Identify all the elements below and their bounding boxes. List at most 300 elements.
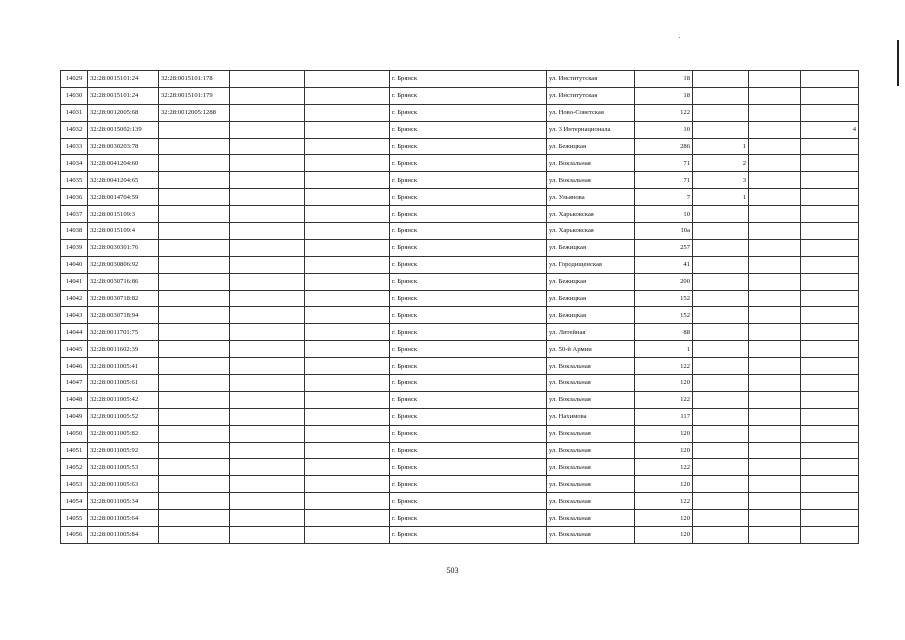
extra-cell — [749, 341, 801, 358]
extra-cell-right — [801, 341, 859, 358]
row-number: 14049 — [61, 408, 88, 425]
house-number-cell: 122 — [635, 459, 693, 476]
empty-cell — [305, 155, 390, 172]
empty-cell — [230, 442, 305, 459]
cadastral-number: 32:28:0011005:42 — [88, 391, 159, 408]
extra-cell-right — [801, 425, 859, 442]
empty-cell — [305, 442, 390, 459]
cadastral-number: 32:28:0015002:139 — [88, 121, 159, 138]
empty-cell — [305, 375, 390, 392]
extra-cell — [749, 510, 801, 527]
row-number: 14041 — [61, 273, 88, 290]
cadastral-number-2 — [159, 493, 230, 510]
city-cell: г. Брянск — [390, 391, 547, 408]
empty-cell — [230, 290, 305, 307]
table-row — [61, 459, 859, 476]
city-cell: г. Брянск — [390, 425, 547, 442]
row-number: 14050 — [61, 425, 88, 442]
row-number: 14048 — [61, 391, 88, 408]
extra-cell-right — [801, 206, 859, 223]
cadastral-number: 32:28:0011005:64 — [88, 510, 159, 527]
empty-cell — [305, 290, 390, 307]
extra-cell-right — [801, 442, 859, 459]
empty-cell — [305, 121, 390, 138]
extra-cell-right — [801, 87, 859, 104]
street-cell: ул. Вокзальная — [547, 476, 635, 493]
count-cell — [693, 510, 749, 527]
count-cell: 1 — [693, 189, 749, 206]
table-row — [61, 172, 859, 189]
table-row — [61, 425, 859, 442]
city-cell: г. Брянск — [390, 256, 547, 273]
extra-cell — [749, 408, 801, 425]
street-cell: ул. Вокзальная — [547, 493, 635, 510]
row-number: 14043 — [61, 307, 88, 324]
city-cell: г. Брянск — [390, 307, 547, 324]
street-cell: ул. Харьковская — [547, 223, 635, 240]
table-row — [61, 510, 859, 527]
cadastral-number: 32:28:0011005:61 — [88, 375, 159, 392]
table-row — [61, 121, 859, 138]
house-number-cell: 122 — [635, 391, 693, 408]
empty-cell — [305, 510, 390, 527]
house-number-cell: 71 — [635, 172, 693, 189]
street-cell: ул. Ново-Советская — [547, 104, 635, 121]
street-cell: ул. Вокзальная — [547, 510, 635, 527]
street-cell: ул. Вокзальная — [547, 442, 635, 459]
cadastral-number-2 — [159, 223, 230, 240]
table-row — [61, 189, 859, 206]
table-row — [61, 358, 859, 375]
empty-cell — [305, 71, 390, 88]
cadastral-number-2 — [159, 527, 230, 544]
cadastral-number-2 — [159, 459, 230, 476]
count-cell — [693, 459, 749, 476]
count-cell — [693, 307, 749, 324]
count-cell — [693, 425, 749, 442]
count-cell: 3 — [693, 172, 749, 189]
cadastral-number-2 — [159, 391, 230, 408]
row-number: 14030 — [61, 87, 88, 104]
row-number: 14053 — [61, 476, 88, 493]
count-cell — [693, 256, 749, 273]
empty-cell — [305, 493, 390, 510]
cadastral-number-2 — [159, 256, 230, 273]
city-cell: г. Брянск — [390, 324, 547, 341]
count-cell — [693, 104, 749, 121]
cadastral-number-2 — [159, 189, 230, 206]
extra-cell — [749, 527, 801, 544]
extra-cell-right — [801, 155, 859, 172]
street-cell: ул. Городищенская — [547, 256, 635, 273]
extra-cell — [749, 358, 801, 375]
house-number-cell: 152 — [635, 290, 693, 307]
cadastral-number: 32:28:0030716:86 — [88, 273, 159, 290]
table-row — [61, 476, 859, 493]
city-cell: г. Брянск — [390, 104, 547, 121]
row-number: 14051 — [61, 442, 88, 459]
row-number: 14034 — [61, 155, 88, 172]
extra-cell — [749, 273, 801, 290]
cadastral-number: 32:28:0015109:3 — [88, 206, 159, 223]
house-number-cell: 120 — [635, 510, 693, 527]
extra-cell — [749, 87, 801, 104]
extra-cell-right — [801, 459, 859, 476]
row-number: 14056 — [61, 527, 88, 544]
house-number-cell: 120 — [635, 476, 693, 493]
count-cell — [693, 408, 749, 425]
empty-cell — [230, 510, 305, 527]
extra-cell-right: 4 — [801, 121, 859, 138]
street-cell: ул. Вокзальная — [547, 391, 635, 408]
empty-cell — [305, 104, 390, 121]
cadastral-number: 32:28:0014704:59 — [88, 189, 159, 206]
cadastral-number-2 — [159, 476, 230, 493]
street-cell: ул. Вокзальная — [547, 358, 635, 375]
house-number-cell: 41 — [635, 256, 693, 273]
empty-cell — [230, 425, 305, 442]
empty-cell — [230, 476, 305, 493]
extra-cell-right — [801, 391, 859, 408]
empty-cell — [230, 527, 305, 544]
count-cell — [693, 358, 749, 375]
street-cell: ул. Вокзальная — [547, 172, 635, 189]
extra-cell — [749, 442, 801, 459]
table-row — [61, 239, 859, 256]
empty-cell — [305, 138, 390, 155]
street-cell: ул. Бежицкая — [547, 138, 635, 155]
city-cell: г. Брянск — [390, 189, 547, 206]
cadastral-number: 32:28:0011701:75 — [88, 324, 159, 341]
house-number-cell: 120 — [635, 375, 693, 392]
street-cell: ул. Харьковская — [547, 206, 635, 223]
table-row — [61, 307, 859, 324]
street-cell: ул. Вокзальная — [547, 527, 635, 544]
empty-cell — [230, 324, 305, 341]
empty-cell — [305, 87, 390, 104]
extra-cell-right — [801, 324, 859, 341]
table-row — [61, 408, 859, 425]
extra-cell — [749, 324, 801, 341]
row-number: 14039 — [61, 239, 88, 256]
cadastral-number-2 — [159, 138, 230, 155]
count-cell — [693, 391, 749, 408]
empty-cell — [305, 341, 390, 358]
cadastral-number-2 — [159, 273, 230, 290]
extra-cell — [749, 239, 801, 256]
page-number: 503 — [446, 566, 459, 575]
row-number: 14038 — [61, 223, 88, 240]
row-number: 14052 — [61, 459, 88, 476]
empty-cell — [230, 138, 305, 155]
row-number: 14032 — [61, 121, 88, 138]
house-number-cell: 122 — [635, 104, 693, 121]
cadastral-number: 32:28:0015109:4 — [88, 223, 159, 240]
row-number: 14046 — [61, 358, 88, 375]
count-cell: 1 — [693, 138, 749, 155]
empty-cell — [230, 408, 305, 425]
cadastral-number: 32:28:0015101:24 — [88, 71, 159, 88]
extra-cell — [749, 223, 801, 240]
extra-cell-right — [801, 273, 859, 290]
empty-cell — [230, 459, 305, 476]
house-number-cell: 10 — [635, 206, 693, 223]
table-row — [61, 206, 859, 223]
cadastral-number: 32:28:0030203:78 — [88, 138, 159, 155]
count-cell — [693, 442, 749, 459]
street-cell: ул. Бежицкая — [547, 273, 635, 290]
city-cell: г. Брянск — [390, 459, 547, 476]
table-row — [61, 273, 859, 290]
extra-cell-right — [801, 189, 859, 206]
empty-cell — [305, 391, 390, 408]
house-number-cell: 10 — [635, 121, 693, 138]
row-number: 14045 — [61, 341, 88, 358]
empty-cell — [305, 307, 390, 324]
row-number: 14029 — [61, 71, 88, 88]
extra-cell-right — [801, 375, 859, 392]
extra-cell — [749, 391, 801, 408]
house-number-cell: 18 — [635, 87, 693, 104]
house-number-cell: 120 — [635, 442, 693, 459]
row-number: 14035 — [61, 172, 88, 189]
extra-cell — [749, 71, 801, 88]
table-row — [61, 138, 859, 155]
cadastral-number-2 — [159, 172, 230, 189]
street-cell: ул. Бежицкая — [547, 307, 635, 324]
cadastral-number: 32:28:0012005:68 — [88, 104, 159, 121]
house-number-cell: 120 — [635, 425, 693, 442]
house-number-cell: 257 — [635, 239, 693, 256]
city-cell: г. Брянск — [390, 476, 547, 493]
cadastral-number-2 — [159, 341, 230, 358]
empty-cell — [305, 408, 390, 425]
empty-cell — [305, 459, 390, 476]
cadastral-number-2 — [159, 375, 230, 392]
house-number-cell: 7 — [635, 189, 693, 206]
table-row — [61, 87, 859, 104]
cadastral-number: 32:28:0011005:63 — [88, 476, 159, 493]
cadastral-number: 32:28:0041204:60 — [88, 155, 159, 172]
city-cell: г. Брянск — [390, 138, 547, 155]
count-cell — [693, 324, 749, 341]
cadastral-number: 32:28:0030301:76 — [88, 239, 159, 256]
cadastral-number-2: 32:28:0012005:1288 — [159, 104, 230, 121]
row-number: 14033 — [61, 138, 88, 155]
cadastral-number-2: 32:28:0015101:179 — [159, 87, 230, 104]
cadastral-number-2 — [159, 425, 230, 442]
table-row — [61, 155, 859, 172]
extra-cell — [749, 493, 801, 510]
empty-cell — [305, 172, 390, 189]
extra-cell-right — [801, 71, 859, 88]
empty-cell — [230, 223, 305, 240]
empty-cell — [230, 239, 305, 256]
extra-cell-right — [801, 104, 859, 121]
row-number: 14054 — [61, 493, 88, 510]
house-number-cell: 18 — [635, 71, 693, 88]
extra-cell — [749, 172, 801, 189]
cadastral-number-2 — [159, 408, 230, 425]
extra-cell-right — [801, 510, 859, 527]
house-number-cell: 88 — [635, 324, 693, 341]
city-cell: г. Брянск — [390, 87, 547, 104]
extra-cell-right — [801, 223, 859, 240]
cadastral-number-2 — [159, 442, 230, 459]
city-cell: г. Брянск — [390, 493, 547, 510]
city-cell: г. Брянск — [390, 223, 547, 240]
cadastral-number-2 — [159, 239, 230, 256]
row-number: 14037 — [61, 206, 88, 223]
cadastral-number: 32:28:0011005:34 — [88, 493, 159, 510]
cadastral-number: 32:28:0011005:53 — [88, 459, 159, 476]
count-cell — [693, 273, 749, 290]
extra-cell-right — [801, 172, 859, 189]
city-cell: г. Брянск — [390, 442, 547, 459]
cadastral-number-2 — [159, 510, 230, 527]
city-cell: г. Брянск — [390, 527, 547, 544]
page-edge-mark — [897, 40, 899, 86]
cadastral-number-2 — [159, 155, 230, 172]
empty-cell — [230, 256, 305, 273]
empty-cell — [305, 206, 390, 223]
empty-cell — [305, 223, 390, 240]
cadastral-number-2 — [159, 358, 230, 375]
scan-speck — [679, 37, 680, 38]
city-cell: г. Брянск — [390, 290, 547, 307]
city-cell: г. Брянск — [390, 273, 547, 290]
table-row — [61, 223, 859, 240]
street-cell: ул. Бежицкая — [547, 290, 635, 307]
extra-cell-right — [801, 476, 859, 493]
count-cell — [693, 223, 749, 240]
cadastral-number: 32:28:0011005:84 — [88, 527, 159, 544]
house-number-cell: 286 — [635, 138, 693, 155]
street-cell: ул. 50-й Армии — [547, 341, 635, 358]
street-cell: ул. Институтская — [547, 87, 635, 104]
count-cell — [693, 527, 749, 544]
cadastral-number-2 — [159, 324, 230, 341]
empty-cell — [230, 87, 305, 104]
empty-cell — [230, 493, 305, 510]
street-cell: ул. Вокзальная — [547, 155, 635, 172]
table-row — [61, 324, 859, 341]
count-cell — [693, 290, 749, 307]
count-cell — [693, 206, 749, 223]
cadastral-number: 32:28:0015101:24 — [88, 87, 159, 104]
extra-cell-right — [801, 239, 859, 256]
street-cell: ул. 3 Интернационала — [547, 121, 635, 138]
empty-cell — [305, 273, 390, 290]
cadastral-number: 32:28:0011005:92 — [88, 442, 159, 459]
city-cell: г. Брянск — [390, 408, 547, 425]
cadastral-number-2 — [159, 121, 230, 138]
extra-cell-right — [801, 307, 859, 324]
empty-cell — [305, 425, 390, 442]
table-row — [61, 527, 859, 544]
table-row — [61, 375, 859, 392]
cadastral-number: 32:28:0011602:39 — [88, 341, 159, 358]
empty-cell — [230, 172, 305, 189]
cadastral-number-2 — [159, 290, 230, 307]
count-cell — [693, 121, 749, 138]
empty-cell — [230, 104, 305, 121]
cadastral-number: 32:28:0030718:82 — [88, 290, 159, 307]
house-number-cell: 71 — [635, 155, 693, 172]
table-row — [61, 442, 859, 459]
row-number: 14036 — [61, 189, 88, 206]
street-cell: ул. Литейная — [547, 324, 635, 341]
extra-cell-right — [801, 358, 859, 375]
extra-cell — [749, 375, 801, 392]
cadastral-number: 32:28:0030806:92 — [88, 256, 159, 273]
count-cell — [693, 375, 749, 392]
extra-cell-right — [801, 493, 859, 510]
count-cell — [693, 239, 749, 256]
empty-cell — [230, 375, 305, 392]
extra-cell — [749, 425, 801, 442]
cadastral-number-2: 32:28:0015101:178 — [159, 71, 230, 88]
cadastral-number-2 — [159, 307, 230, 324]
empty-cell — [230, 121, 305, 138]
street-cell: ул. Вокзальная — [547, 375, 635, 392]
table-row — [61, 256, 859, 273]
count-cell: 2 — [693, 155, 749, 172]
empty-cell — [230, 273, 305, 290]
cadastral-number: 32:28:0030718:94 — [88, 307, 159, 324]
house-number-cell: 117 — [635, 408, 693, 425]
extra-cell-right — [801, 527, 859, 544]
empty-cell — [230, 307, 305, 324]
city-cell: г. Брянск — [390, 358, 547, 375]
table-row — [61, 71, 859, 88]
cadastral-number: 32:28:0011005:52 — [88, 408, 159, 425]
house-number-cell: 122 — [635, 493, 693, 510]
city-cell: г. Брянск — [390, 121, 547, 138]
house-number-cell: 152 — [635, 307, 693, 324]
city-cell: г. Брянск — [390, 155, 547, 172]
count-cell — [693, 341, 749, 358]
table-row — [61, 290, 859, 307]
empty-cell — [305, 324, 390, 341]
extra-cell — [749, 155, 801, 172]
house-number-cell: 10а — [635, 223, 693, 240]
extra-cell — [749, 104, 801, 121]
extra-cell-right — [801, 408, 859, 425]
cadastral-number-2 — [159, 206, 230, 223]
extra-cell — [749, 476, 801, 493]
city-cell: г. Брянск — [390, 510, 547, 527]
empty-cell — [305, 239, 390, 256]
house-number-cell: 1 — [635, 341, 693, 358]
count-cell — [693, 493, 749, 510]
row-number: 14040 — [61, 256, 88, 273]
extra-cell-right — [801, 290, 859, 307]
row-number: 14042 — [61, 290, 88, 307]
table-row — [61, 104, 859, 121]
extra-cell — [749, 290, 801, 307]
row-number: 14055 — [61, 510, 88, 527]
row-number: 14031 — [61, 104, 88, 121]
empty-cell — [305, 189, 390, 206]
extra-cell — [749, 138, 801, 155]
street-cell: ул. Нахимова — [547, 408, 635, 425]
table-row — [61, 391, 859, 408]
extra-cell — [749, 307, 801, 324]
empty-cell — [230, 341, 305, 358]
empty-cell — [305, 527, 390, 544]
city-cell: г. Брянск — [390, 71, 547, 88]
